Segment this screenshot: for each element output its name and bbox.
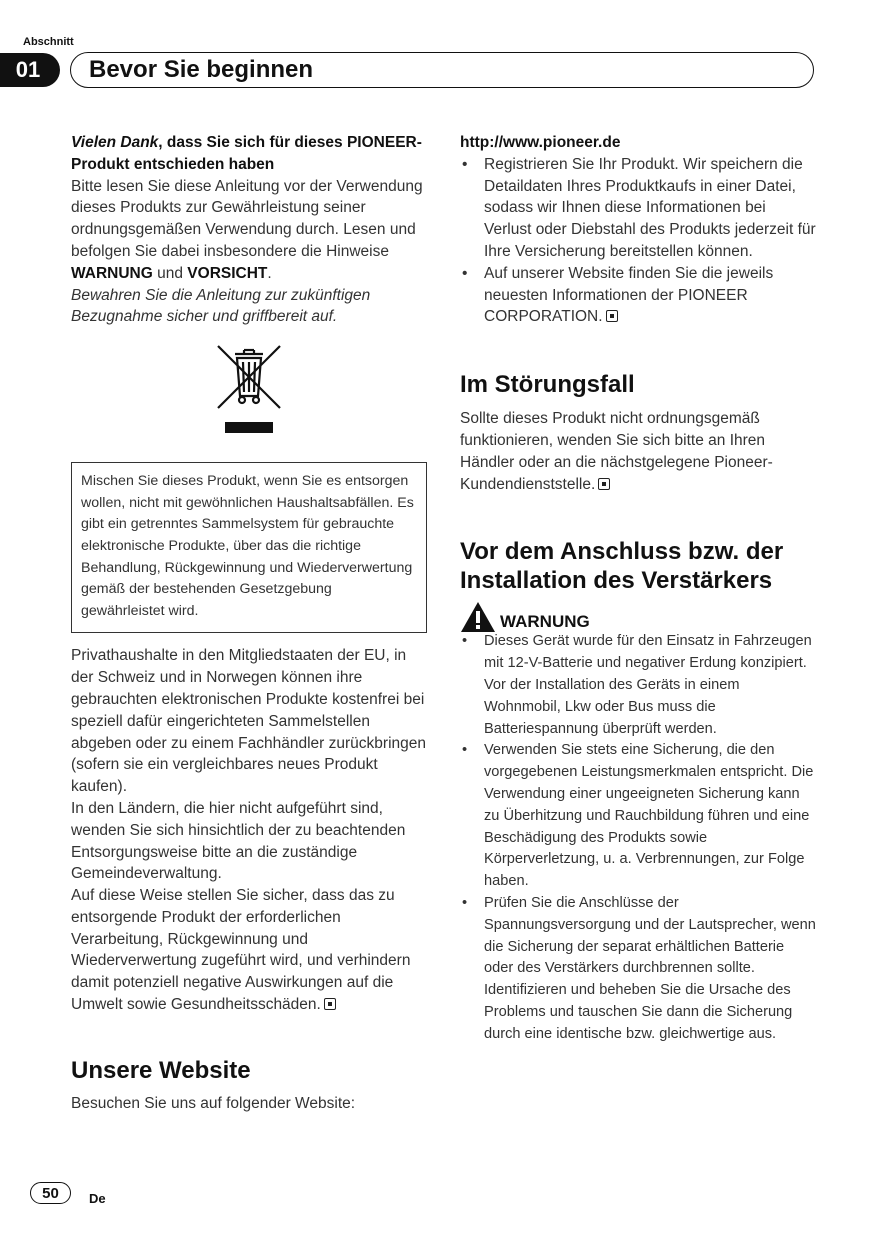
website-intro: Besuchen Sie uns auf folgender Website:: [71, 1094, 356, 1112]
section-number: 01: [0, 53, 60, 87]
disposal-notice-text: Mischen Sie dieses Produkt, wenn Sie es entsorgen wollen, nicht mit gewöhnlichen Haushaltsabfällen. Es gibt ein getrenntes Sammelsystem für gebrauchte elektronische Produkte, über das die richtige Behandlung, Rückgewinnung und Wiederverwertung gemäß der bestehenden Gesetzgebung gewährleistet wird.: [81, 473, 414, 619]
website-bullet-list: [460, 154, 816, 328]
vorsicht-term: VORSICHT: [187, 264, 268, 282]
warnung-term: WARNUNG: [71, 264, 153, 282]
warning-triangle-icon: [460, 601, 496, 633]
und-text: und: [152, 264, 188, 282]
list-item-text: Auf unserer Website finden Sie die jeweils neuesten Informationen der PIONEER CORPORATION.: [484, 264, 774, 326]
intro-paragraph: [71, 176, 427, 285]
weee-symbol: [215, 344, 283, 436]
page-number: 50: [30, 1182, 71, 1204]
list-item: • Prüfen Sie die Anschlüsse der Spannungsversorgung und der Lautsprecher, wenn die Sicherung der separat erhältlichen Batterie oder des Verstärkers durchbrennen sollte. Identifizieren und beheben Sie die Ursache des Problems und tauschen Sie dann die Sicherung durch eine identische bzw. gleichwertige aus.: [460, 893, 816, 1046]
install-heading: Vor dem Anschluss bzw. der Installation des Verstärkers: [460, 538, 784, 595]
paragraph-eu: Privathaushalte in den Mitgliedstaaten der EU, in der Schweiz und in Norwegen können ihre gebrauchten elektronischen Produkte kostenfrei bei speziell dafür eingerichteten Sammelstellen abgeben oder zu einem Fachhändler zurückbringen (sofern sie ein vergleichbares neues Produkt kaufen).: [71, 647, 427, 796]
page-title: [70, 52, 814, 88]
period-text: .: [267, 264, 272, 282]
thanks-heading: [71, 132, 427, 176]
end-mark-icon: [324, 998, 336, 1010]
left-column: [71, 130, 427, 1115]
right-column: [460, 130, 816, 1046]
website-heading: Unsere Website: [71, 1056, 251, 1084]
end-mark-icon: [598, 478, 610, 490]
warning-bullet-list: [460, 631, 816, 1045]
end-mark-icon: [606, 310, 618, 322]
list-item: • Registrieren Sie Ihr Produkt. Wir speichern die Detaildaten Ihres Produktkaufs in einer Datei, sodass wir Ihnen diese Informationen bei Verlust oder Diebstahl des Produkts jederzeit für Ihre Versicherung bereitstellen können.: [460, 154, 816, 263]
warning-label: WARNUNG: [500, 612, 590, 632]
thanks-em: Vielen Dank: [71, 134, 159, 151]
list-item: • Dieses Gerät wurde für den Einsatz in Fahrzeugen mit 12-V-Batterie und negativer Erdung konzipiert. Vor der Installation des Geräts in einem Wohnmobil, Lkw oder Bus muss die Batteriespannung überprüft werden.: [460, 631, 816, 740]
trouble-text: [460, 408, 816, 495]
trouble-heading: Im Störungsfall: [460, 371, 635, 399]
page-title-text: Bevor Sie beginnen: [89, 56, 314, 83]
disposal-notice-box: [71, 462, 427, 633]
list-item: • Verwenden Sie stets eine Sicherung, die den vorgegebenen Leistungsmerkmalen entspricht. Die Verwendung einer ungeeigneten Sicherung kann zu Überhitzung und Rauchbildung führen und eine Beschädigung des Produkts sowie Körperverletzung, u. a. Verbrennungen, zur Folge haben.: [460, 740, 816, 893]
trouble-text-body: Sollte dieses Produkt nicht ordnungsgemäß funktionieren, wenden Sie sich bitte an Ihren Händler oder an die nächstgelegene Pioneer-Kundendienststelle.: [460, 410, 773, 493]
website-url[interactable]: http://www.pioneer.de: [460, 134, 621, 151]
paragraph-ensure: [71, 885, 427, 1016]
paragraph-ensure-text: Auf diese Weise stellen Sie sicher, dass das zu entsorgende Produkt der erforderlichen Verarbeitung, Rückgewinnung und Wiederverwertung zugeführt wird, und verhindern damit potenziell negative Auswirkungen auf die Umwelt sowie Gesundheitsschäden.: [71, 887, 411, 1014]
paragraph-other-countries: In den Ländern, die hier nicht aufgeführt sind, wenden Sie sich hinsichtlich der zu beachtenden Entsorgungsweise bitte an die zuständige Gemeindeverwaltung.: [71, 799, 406, 883]
crossed-bin-icon: [215, 344, 283, 436]
thanks-rest: , dass Sie sich für dieses PIONEER-Produkt entschieden haben: [71, 134, 422, 173]
intro-text: Bitte lesen Sie diese Anleitung vor der Verwendung dieses Produkts zur Gewährleistung seiner ordnungsgemäßen Verwendung durch. Lesen und befolgen Sie dabei insbesondere die Hinweise: [71, 177, 423, 260]
list-item: [460, 263, 816, 328]
warning-heading: [460, 601, 816, 633]
language-code: De: [89, 1191, 106, 1206]
section-label: Abschnitt: [23, 36, 74, 48]
keep-manual-note: Bewahren Sie die Anleitung zur zukünftigen Bezugnahme sicher und griffbereit auf.: [71, 286, 371, 326]
